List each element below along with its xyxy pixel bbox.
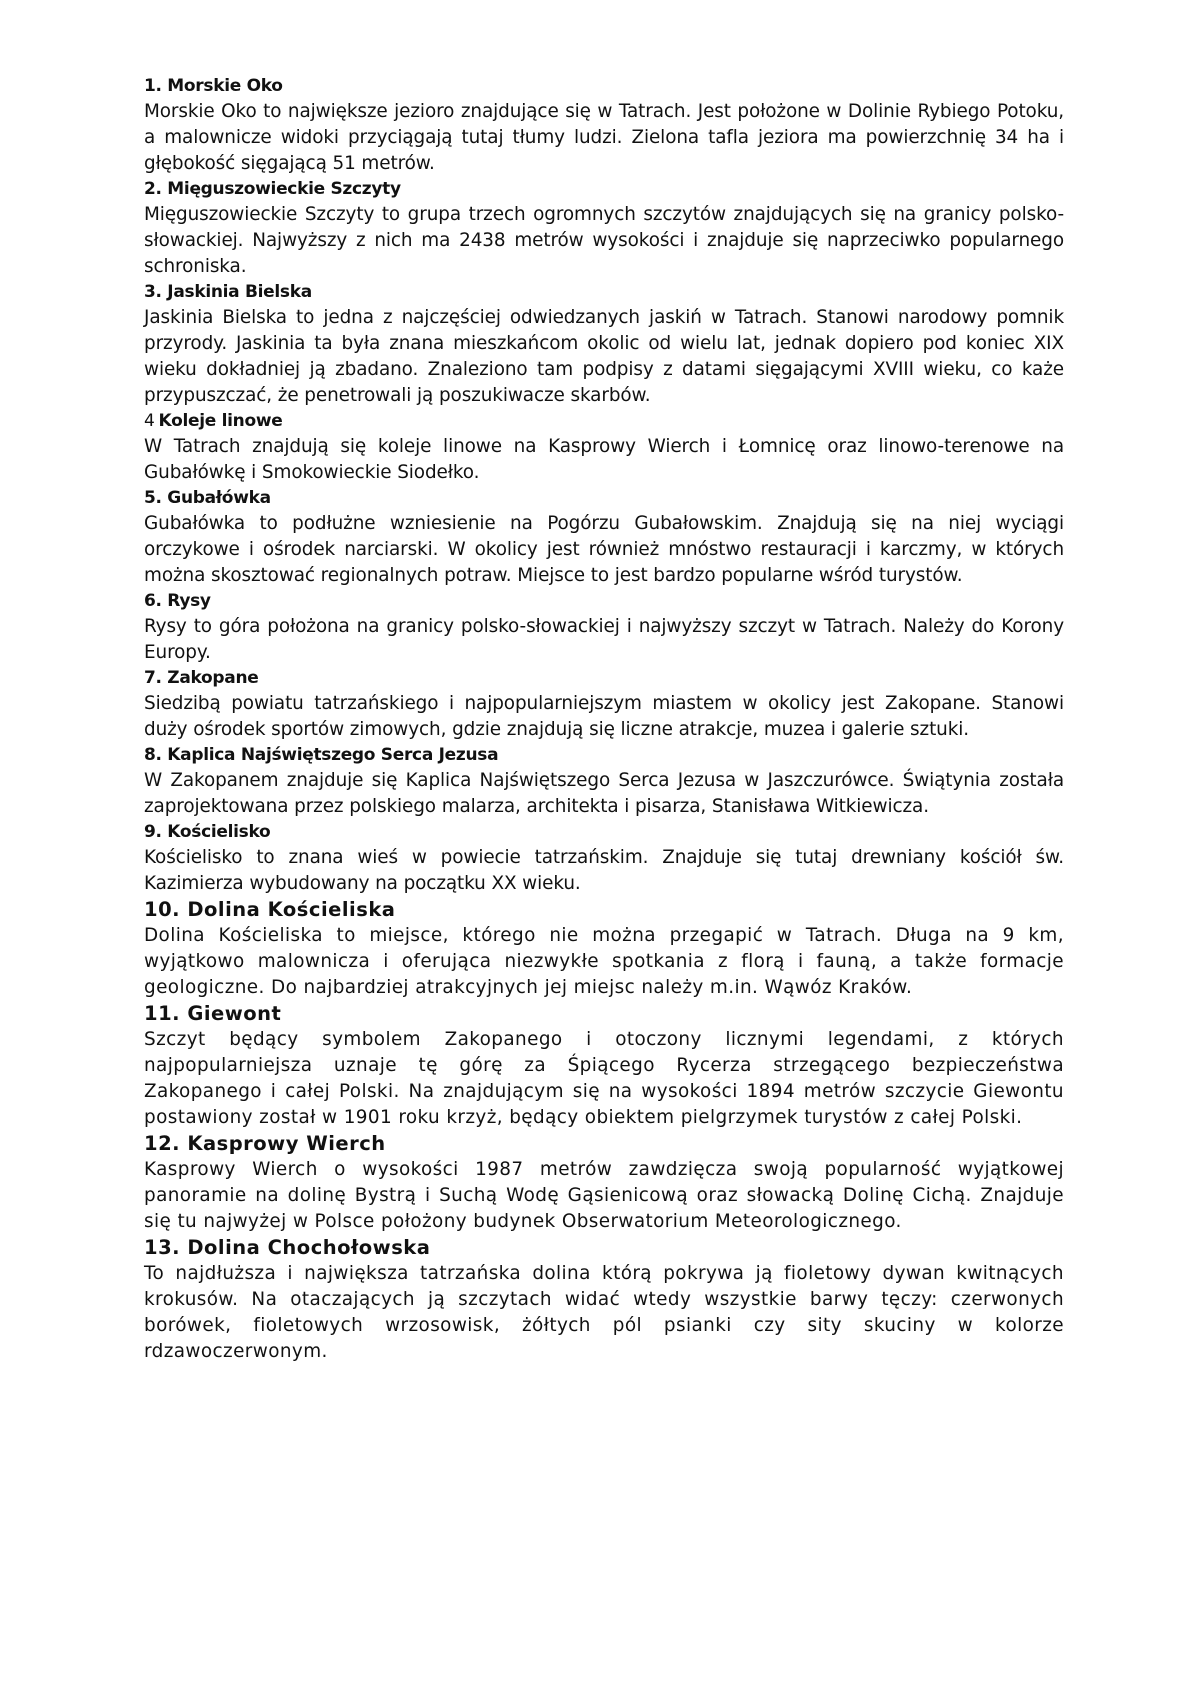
- section-kaplica: [144, 743, 1064, 820]
- section-text: Mięguszowieckie Szczyty to grupa trzech ogromnych szczytów znajdujących się na granicy polsko-słowackiej. Najwyższy z nich ma 2438 metrów wysokości i znajduje się naprzeciwko popularnego schroniska.: [144, 204, 1064, 277]
- section-koleje-linowe: [144, 409, 1064, 486]
- section-text: Kasprowy Wierch o wysokości 1987 metrów zawdzięcza swoją popularność wyjątkowej panoramie na dolinę Bystrą i Suchą Wodę Gąsienicową oraz słowacką Dolinę Cichą. Znajduje się tu najwyżej w Polsce położony budynek Obserwatorium Meteorologicznego.: [144, 1159, 1064, 1232]
- section-text: W Zakopanem znajduje się Kaplica Najświętszego Serca Jezusa w Jaszczurówce. Świątynia została zaprojektowana przez polskiego malarza, architekta i pisarza, Stanisława Witkiewicza.: [144, 770, 1064, 817]
- section-heading: 1. Morskie Oko: [144, 76, 283, 96]
- section-heading: [144, 409, 1064, 434]
- section-heading-title: Koleje linowe: [158, 411, 283, 431]
- section-text: To najdłuższa i największa tatrzańska dolina którą pokrywa ją fioletowy dywan kwitnących krokusów. Na otaczających ją szczytach widać wtedy wszystkie barwy tęczy: czerwonych borówek, fioletowych wrzosowisk, żółtych pól psianki czy sity skuciny w kolorze rdzawoczerwonym.: [144, 1263, 1064, 1362]
- section-rysy: [144, 589, 1064, 666]
- section-koscielisko: [144, 820, 1064, 897]
- document-page: [144, 74, 1064, 1365]
- section-heading: 7. Zakopane: [144, 668, 259, 688]
- section-heading: 3. Jaskinia Bielska: [144, 282, 312, 302]
- section-gubalowka: [144, 486, 1064, 589]
- section-text: Gubałówka to podłużne wzniesienie na Pogórzu Gubałowskim. Znajdują się na niej wyciągi orczykowe i ośrodek narciarski. W okolicy jest również mnóstwo restauracji i karczmy, w których można skosztować regionalnych potraw. Miejsce to jest bardzo popularne wśród turystów.: [144, 513, 1064, 586]
- section-text: Rysy to góra położona na granicy polsko-słowackiej i najwyższy szczyt w Tatrach. Należy do Korony Europy.: [144, 616, 1064, 663]
- section-heading-number: 4: [144, 411, 155, 431]
- section-text: Kościelisko to znana wieś w powiecie tatrzańskim. Znajduje się tutaj drewniany kościół św. Kazimierza wybudowany na początku XX wieku.: [144, 847, 1064, 894]
- section-heading: 10. Dolina Kościeliska: [144, 898, 396, 921]
- section-heading: 2. Mięguszowieckie Szczyty: [144, 179, 401, 199]
- section-text: W Tatrach znajdują się koleje linowe na Kasprowy Wierch i Łomnicę oraz linowo-terenowe na Gubałówkę i Smokowieckie Siodełko.: [144, 436, 1064, 483]
- section-mieguszowieckie-szczyty: [144, 177, 1064, 280]
- section-text: Szczyt będący symbolem Zakopanego i otoczony licznymi legendami, z których najpopularniejsza uznaje tę górę za Śpiącego Rycerza strzegącego bezpieczeństwa Zakopanego i całej Polski. Na znajdującym się na wysokości 1894 metrów szczycie Giewontu postawiony został w 1901 roku krzyż, będący obiektem pielgrzymek turystów z całej Polski.: [144, 1029, 1064, 1128]
- section-heading: 11. Giewont: [144, 1002, 282, 1025]
- section-dolina-chocholowska: [144, 1235, 1064, 1365]
- section-text: Dolina Kościeliska to miejsce, którego nie można przegapić w Tatrach. Długa na 9 km, wyjątkowo malownicza i oferująca niezwykłe spotkania z florą i fauną, a także formacje geologiczne. Do najbardziej atrakcyjnych jej miejsc należy m.in. Wąwóz Kraków.: [144, 925, 1064, 998]
- section-heading: 6. Rysy: [144, 591, 211, 611]
- section-heading: 5. Gubałówka: [144, 488, 271, 508]
- section-heading: 8. Kaplica Najświętszego Serca Jezusa: [144, 745, 499, 765]
- section-heading: 13. Dolina Chochołowska: [144, 1236, 431, 1259]
- section-kasprowy-wierch: [144, 1131, 1064, 1235]
- section-giewont: [144, 1001, 1064, 1131]
- section-text: Morskie Oko to największe jezioro znajdujące się w Tatrach. Jest położone w Dolinie Rybiego Potoku, a malownicze widoki przyciągają tutaj tłumy ludzi. Zielona tafla jeziora ma powierzchnię 34 ha i głębokość sięgającą 51 metrów.: [144, 101, 1064, 174]
- section-dolina-koscieliska: [144, 897, 1064, 1001]
- section-text: Siedzibą powiatu tatrzańskiego i najpopularniejszym miastem w okolicy jest Zakopane. Stanowi duży ośrodek sportów zimowych, gdzie znajdują się liczne atrakcje, muzea i galerie sztuki.: [144, 693, 1064, 740]
- section-jaskinia-bielska: [144, 280, 1064, 409]
- section-morskie-oko: [144, 74, 1064, 177]
- section-zakopane: [144, 666, 1064, 743]
- section-text: Jaskinia Bielska to jedna z najczęściej odwiedzanych jaskiń w Tatrach. Stanowi narodowy pomnik przyrody. Jaskinia ta była znana mieszkańcom okolic od wielu lat, jednak dopiero pod koniec XIX wieku dokładniej ją zbadano. Znaleziono tam podpisy z datami sięgającymi XVIII wieku, co każe przypuszczać, że penetrowali ją poszukiwacze skarbów.: [144, 307, 1064, 406]
- section-heading: 12. Kasprowy Wierch: [144, 1132, 386, 1155]
- section-heading: 9. Kościelisko: [144, 822, 271, 842]
